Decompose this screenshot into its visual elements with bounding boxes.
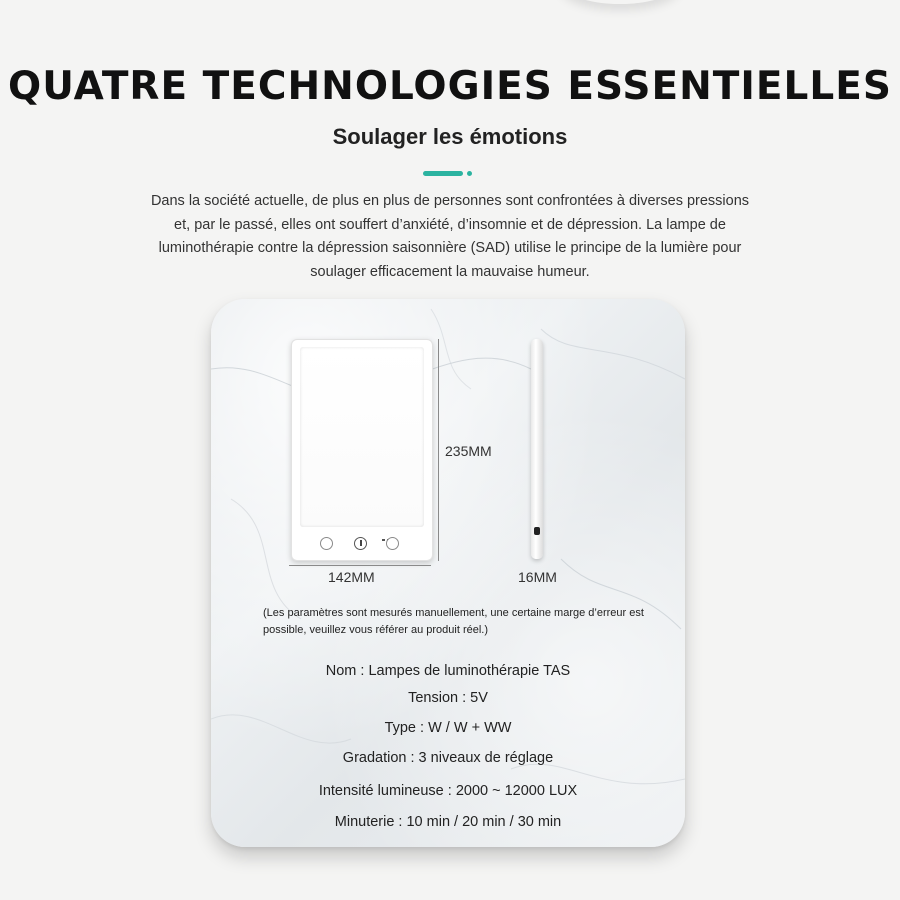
lamp-side-view [531, 339, 543, 559]
measurement-note: (Les paramètres sont mesurés manuellement, une certaine marge d’erreur est possible, veuillez vous référer au produit réel.) [263, 607, 644, 636]
description-text: Dans la société actuelle, de plus en plus de personnes sont confrontées à diverses pressions et, par le passé, elles ont souffert d’anxiété, d’insomnie et de dépression. La lampe de luminothérapie contre la dépression saisonnière (SAD) utilise le principe de la lumière pour soulager efficacement la mauvaise humeur. [150, 193, 750, 280]
depth-dimension-label: 16MM [518, 569, 557, 585]
spec-card [211, 299, 685, 847]
spec-timer: Minuterie : 10 min / 20 min / 30 min [334, 814, 562, 830]
height-dimension-label: 235MM [445, 443, 492, 459]
height-dimension-line [438, 339, 439, 561]
spec-dimming: Gradation : 3 niveaux de réglage [342, 750, 554, 766]
page-title: QUATRE TECHNOLOGIES ESSENTIELLES [8, 64, 892, 109]
accent-dot [467, 171, 472, 176]
spec-name: Nom : Lampes de luminothérapie TAS [325, 663, 571, 679]
page-subtitle: Soulager les émotions [332, 124, 568, 149]
spec-type: Type : W / W + WW [384, 720, 512, 736]
usb-port-icon [534, 527, 540, 535]
accent-bar [423, 171, 463, 176]
spec-intensity: Intensité lumineuse : 2000 ~ 12000 LUX [318, 783, 578, 799]
width-dimension-label: 142MM [328, 569, 375, 585]
light-mode-icon [320, 537, 333, 550]
width-dimension-line [289, 565, 431, 566]
lamp-front-view [291, 339, 433, 561]
spec-voltage: Tension : 5V [408, 690, 488, 706]
decorative-arc [560, 0, 680, 4]
timer-icon [386, 537, 399, 550]
lamp-light-panel [300, 347, 424, 527]
power-icon [354, 537, 367, 550]
